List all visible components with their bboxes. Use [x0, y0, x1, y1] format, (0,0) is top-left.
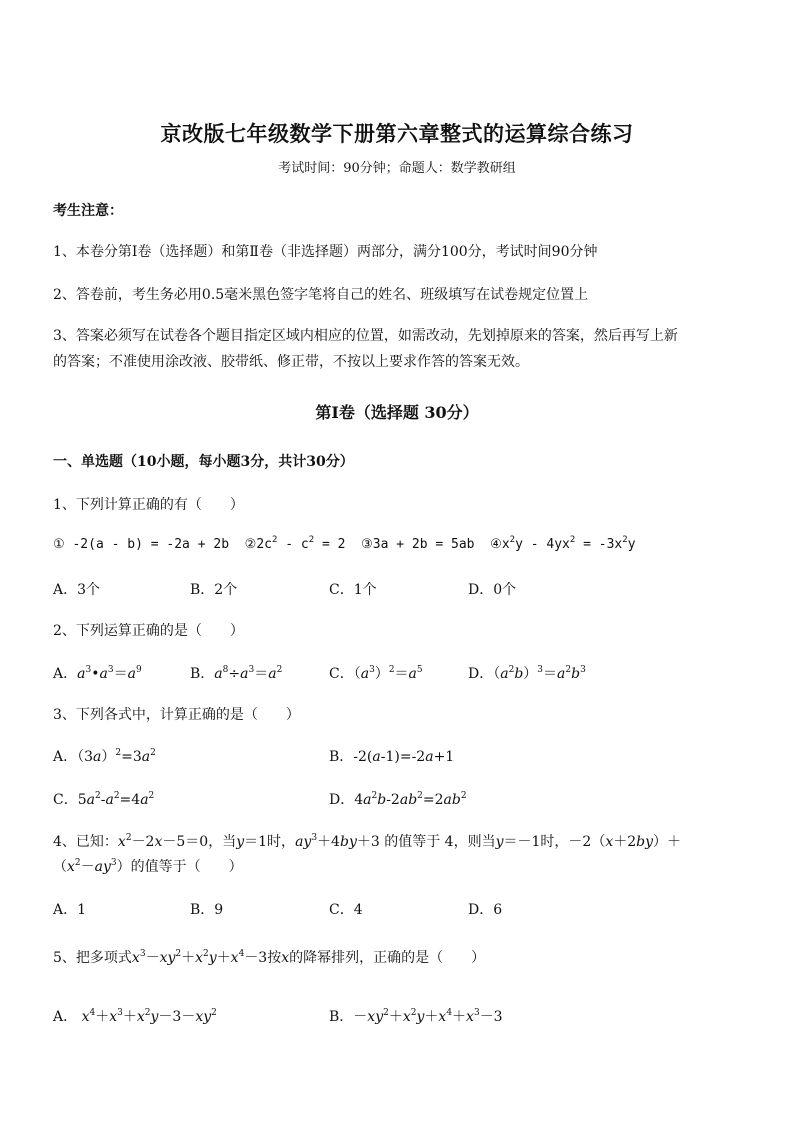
q2-option-b: B．$a^8\div a^3=a^2$	[190, 665, 283, 682]
notice-item-3-line1: 3、答案必须写在试卷各个题目指定区域内相应的位置，如需改动，先划掉原来的答案，然后再写上新	[53, 328, 678, 344]
q4-option-c: C．4	[329, 902, 363, 918]
q4-option-b: B．9	[190, 902, 224, 918]
exam-title: 京改版七年级数学下册第六章整式的运算综合练习	[160, 121, 634, 146]
question-5-stem: 5、把多项式$x^3-xy^2+x^2y+x^4-3$按x的降幂排列，正确的是（ ）	[53, 949, 486, 966]
q2-option-c: C．$(a^3)^2=a^5$	[329, 665, 423, 682]
section-title: 第Ⅰ卷（选择题 30分）	[315, 403, 479, 422]
q2-option-a: A．$a^3•a^3=a^9$	[53, 665, 142, 682]
q1-item-3: ③3a + 2b = 5ab	[361, 537, 475, 552]
question-1-stem: 1、下列计算正确的有（ ）	[53, 497, 244, 513]
q3-option-b: B．-2(a-1)=-2a+1	[329, 749, 455, 765]
question-1-items	[53, 537, 636, 552]
part-heading: 一、单选题（10小题，每小题3分，共计30分）	[53, 454, 354, 470]
q4-option-d: D．6	[468, 902, 503, 918]
q3-option-d: D．$4a^2b-2ab^2=2ab^2$	[329, 791, 467, 808]
q1-option-d: D．0个	[468, 582, 517, 598]
notice-item-2: 2、答卷前，考生务必用0.5毫米黑色签字笔将自己的姓名、班级填写在试卷规定位置上	[53, 287, 589, 303]
q1-item-2: $②2c^2 - c^2 = 2$	[244, 535, 346, 552]
q5-option-a: A． $x^4+x^3+x^2y-3-xy^2$	[53, 1008, 217, 1025]
notice-heading: 考生注意：	[53, 203, 123, 219]
notice-item-3-line2: 的答案；不准使用涂改液、胶带纸、修正带，不按以上要求作答的答案无效。	[53, 354, 529, 370]
q1-option-b: B．2个	[190, 582, 238, 598]
q5-option-b: B．$-xy^2+x^2y+x^4+x^3-3$	[329, 1008, 503, 1025]
question-2-stem: 2、下列运算正确的是（ ）	[53, 623, 244, 639]
q1-option-a: A．3个	[53, 582, 101, 598]
exam-subtitle: 考试时间：90分钟；命题人：数学教研组	[278, 161, 516, 176]
q1-option-c: C．1个	[329, 582, 377, 598]
question-4-stem-line2: $(x^2-ay^3)$的值等于（ ）	[53, 858, 243, 875]
q3-option-a: A．$(3a)^2=3a^2$	[53, 748, 156, 765]
q4-option-a: A．1	[53, 902, 87, 918]
q1-item-4: $④x^2y - 4yx^2 = -3x^2y$	[490, 535, 636, 552]
notice-item-1: 1、本卷分第Ⅰ卷（选择题）和第Ⅱ卷（非选择题）两部分，满分100分，考试时间90分钟	[53, 244, 598, 260]
question-4-stem-line1: 4、已知：$x^2-2x-5=0$，当y＝1时，$ay^3+4by+3$ 的值等于 4，则当y＝－1时，－2（x＋2by）＋	[53, 833, 682, 850]
question-3-stem: 3、下列各式中，计算正确的是（ ）	[53, 707, 300, 723]
q3-option-c: C．$5a^2-a^2=4a^2$	[53, 791, 155, 808]
q1-item-1: ① -2(a - b) = -2a + 2b	[53, 537, 230, 552]
q2-option-d: D．$(a^2b)^3=a^2b^3$	[468, 665, 586, 682]
